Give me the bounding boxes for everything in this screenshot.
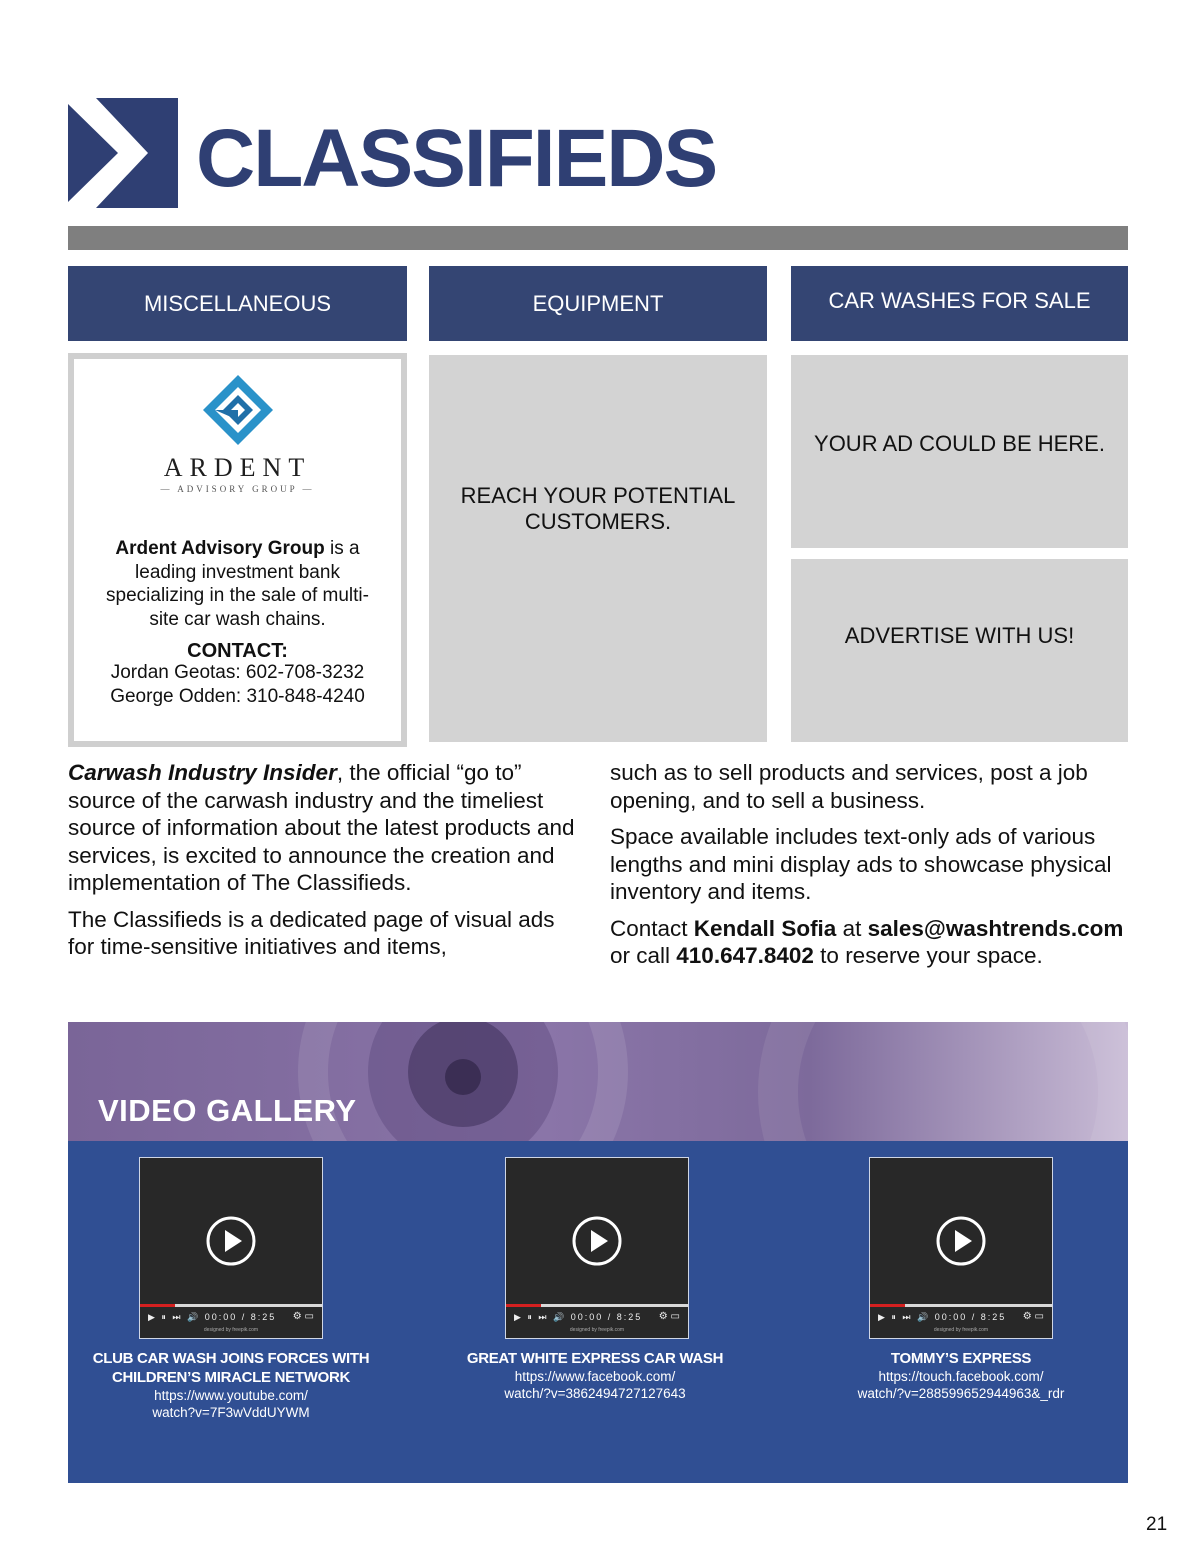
contact-text-d: to reserve your space.: [813, 943, 1043, 968]
video-url-3-line-2[interactable]: watch/?v=288599652944963&_rdr: [857, 1386, 1065, 1401]
video-url-1-line-1[interactable]: https://www.youtube.com/: [154, 1388, 308, 1403]
ardent-contact-label: CONTACT:: [187, 640, 288, 662]
video-progress-fill: [140, 1304, 175, 1307]
video-url-2-line-1[interactable]: https://www.facebook.com/: [514, 1369, 676, 1384]
player-controls-glyphs: ▶ ⏸ ⏭ 🔊: [878, 1312, 931, 1322]
intro-text-right: [610, 759, 1130, 979]
intro-paragraph-2: The Classifieds is a dedicated page of visual ads for time-sensitive initiatives and items,: [68, 906, 555, 959]
player-settings-icon[interactable]: ⚙ ▭: [292, 1311, 314, 1322]
intro-paragraph-5: [610, 915, 1130, 970]
play-icon[interactable]: [205, 1215, 257, 1267]
sale-ad-placeholder-2[interactable]: [791, 559, 1128, 742]
video-title-1-line-1: CLUB CAR WASH JOINS FORCES WITH: [92, 1350, 370, 1367]
video-card-1[interactable]: [139, 1157, 323, 1339]
equipment-ad-placeholder[interactable]: [429, 355, 767, 742]
page-title: CLASSIFIEDS: [196, 113, 717, 204]
ardent-description-text: is a leading investment bank specializing in the sale of multi-site car wash chains.: [106, 538, 369, 630]
player-time: 00:00 / 8:25: [570, 1312, 643, 1322]
video-title-1-line-2: CHILDREN’S MIRACLE NETWORK: [111, 1369, 351, 1386]
video-caption-1: [70, 1349, 392, 1421]
ardent-contact-jordan: Jordan Geotas: 602-708-3232: [110, 662, 365, 683]
video-title-3: TOMMY’S EXPRESS: [890, 1350, 1032, 1367]
ardent-logo-subtitle: — ADVISORY GROUP —: [160, 484, 315, 494]
player-controls[interactable]: [878, 1312, 1006, 1323]
page-number: 21: [1146, 1514, 1168, 1535]
player-controls[interactable]: [514, 1312, 642, 1323]
video-url-1-line-2[interactable]: watch?v=7F3wVddUYWM: [152, 1405, 310, 1420]
ardent-diamond-logo-icon: [201, 373, 275, 447]
ardent-contact-george: George Odden: 310-848-4240: [110, 686, 365, 707]
sale-ad-1-text: YOUR AD COULD BE HERE.: [814, 430, 1105, 456]
video-progress-track[interactable]: [140, 1304, 322, 1307]
sale-ad-2-text: ADVERTISE WITH US!: [844, 622, 1075, 648]
play-icon[interactable]: [935, 1215, 987, 1267]
contact-email-link[interactable]: sales@washtrends.com: [867, 915, 1124, 941]
player-controls-glyphs: ▶ ⏸ ⏭ 🔊: [148, 1312, 201, 1322]
column-header-car-washes-for-sale: CAR WASHES FOR SALE: [791, 266, 1128, 341]
chevron-logo-icon: [68, 98, 178, 208]
video-url-3-line-1[interactable]: https://touch.facebook.com/: [878, 1369, 1044, 1384]
video-caption-2: [440, 1349, 750, 1402]
player-controls[interactable]: [148, 1312, 276, 1323]
video-progress-track[interactable]: [506, 1304, 688, 1307]
column-header-equipment: EQUIPMENT: [429, 266, 767, 341]
ardent-advisory-ad[interactable]: [68, 353, 407, 747]
contact-text-b: at: [836, 915, 868, 941]
video-progress-fill: [506, 1304, 541, 1307]
column-header-miscellaneous: MISCELLANEOUS: [68, 266, 407, 341]
video-thumbnail[interactable]: [869, 1157, 1053, 1339]
equipment-ad-line-1: REACH YOUR POTENTIAL: [460, 482, 736, 508]
intro-paragraph-1: [68, 759, 583, 897]
video-url-2-line-2[interactable]: watch/?v=3862494727127643: [504, 1386, 686, 1401]
ardent-description: [92, 537, 383, 631]
video-progress-fill: [870, 1304, 905, 1307]
contact-text-a: Contact: [610, 915, 694, 941]
equipment-ad-line-2: CUSTOMERS.: [524, 508, 672, 534]
video-gallery-title: VIDEO GALLERY: [98, 1093, 357, 1128]
video-thumbnail[interactable]: [139, 1157, 323, 1339]
player-settings-icon[interactable]: ⚙ ▭: [658, 1311, 680, 1322]
video-title-2: GREAT WHITE EXPRESS CAR WASH: [466, 1350, 724, 1367]
intro-paragraph-3: such as to sell products and services, post a job opening, and to sell a business.: [610, 760, 1088, 813]
ardent-company-name: Ardent Advisory Group: [115, 538, 325, 559]
thumbnail-credit: designed by freepik.com: [203, 1327, 259, 1333]
contact-person: Kendall Sofia: [693, 915, 837, 941]
video-thumbnail[interactable]: [505, 1157, 689, 1339]
player-time: 00:00 / 8:25: [934, 1312, 1007, 1322]
title-divider: [68, 226, 1128, 250]
player-time: 00:00 / 8:25: [204, 1312, 277, 1322]
player-settings-icon[interactable]: ⚙ ▭: [1022, 1311, 1044, 1322]
intro-paragraph-1-text: , the official “go to” source of the carwash industry and the timeliest source of information about the latest products and services, is excited to announce the creation and implementation of The Classifieds.: [68, 760, 575, 895]
video-card-3[interactable]: [869, 1157, 1053, 1339]
video-card-2[interactable]: [505, 1157, 689, 1339]
sale-ad-placeholder-1[interactable]: [791, 355, 1128, 548]
contact-phone[interactable]: 410.647.8402: [676, 943, 814, 968]
intro-paragraph-4: Space available includes text-only ads of various lengths and mini display ads to showcase physical inventory and items.: [610, 824, 1112, 904]
ardent-logo-name: ARDENT: [163, 453, 312, 482]
intro-text-left: [68, 759, 583, 970]
publication-name: Carwash Industry Insider: [68, 760, 337, 785]
contact-text-c: or call: [610, 943, 677, 968]
player-controls-glyphs: ▶ ⏸ ⏭ 🔊: [514, 1312, 567, 1322]
thumbnail-credit: designed by freepik.com: [933, 1327, 989, 1333]
video-progress-track[interactable]: [870, 1304, 1052, 1307]
thumbnail-credit: designed by freepik.com: [569, 1327, 625, 1333]
video-caption-3: [822, 1349, 1100, 1402]
play-icon[interactable]: [571, 1215, 623, 1267]
